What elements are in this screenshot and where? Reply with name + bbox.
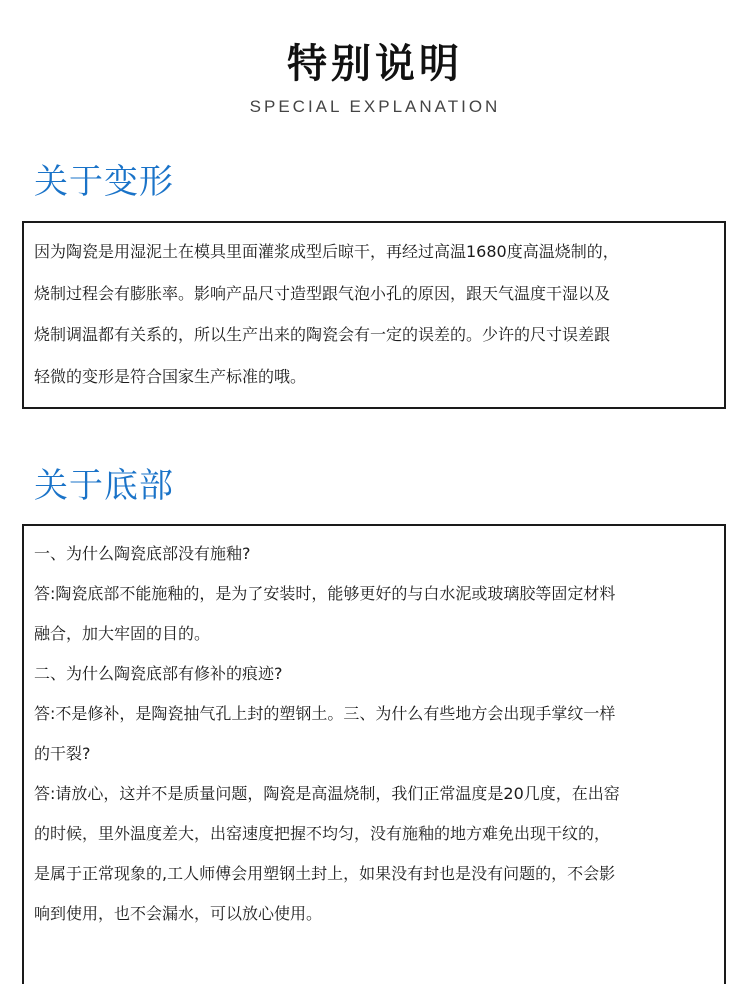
section-heading-bottom: 关于底部 [34, 466, 174, 506]
bottom-text-line: 一、为什么陶瓷底部没有施釉? [34, 544, 251, 563]
deformation-text-box [22, 221, 726, 409]
deformation-text-line: 烧制过程会有膨胀率。影响产品尺寸造型跟气泡小孔的原因，跟天气温度干湿以及 [34, 283, 611, 303]
bottom-text-line: 的时候，里外温度差大，出窑速度把握不均匀，没有施釉的地方难免出现干纹的， [34, 824, 611, 843]
bottom-text-line: 融合，加大牢固的目的。 [34, 624, 211, 643]
section-heading-deformation: 关于变形 [34, 162, 174, 202]
bottom-text-box [22, 524, 726, 984]
deformation-text-line: 烧制调温都有关系的，所以生产出来的陶瓷会有一定的误差的。少许的尺寸误差跟 [34, 325, 611, 344]
bottom-text-line: 响到使用，也不会漏水，可以放心使用。 [34, 904, 323, 923]
page-title: 特别说明 [287, 41, 463, 87]
deformation-text-line: 轻微的变形是符合国家生产标准的哦。 [34, 366, 307, 386]
bottom-text-line: 二、为什么陶瓷底部有修补的痕迹? [34, 664, 283, 683]
deformation-text-line: 因为陶瓷是用湿泥土在模具里面灌浆成型后晾干，再经过高温1680度高温烧制的， [34, 242, 619, 261]
page-subtitle: SPECIAL EXPLANATION [249, 97, 501, 116]
bottom-text-line: 的干裂? [34, 744, 91, 763]
bottom-text-line: 是属于正常现象的,工人师傅会用塑钢土封上，如果没有封也是没有问题的，不会影 [34, 864, 616, 883]
bottom-text-line: 答:不是修补，是陶瓷抽气孔上封的塑钢土。三、为什么有些地方会出现手掌纹一样 [34, 704, 616, 723]
bottom-text-line: 答:陶瓷底部不能施釉的，是为了安装时，能够更好的与白水泥或玻璃胶等固定材料 [34, 584, 616, 603]
bottom-text-line: 答:请放心，这并不是质量问题，陶瓷是高温烧制，我们正常温度是20几度，在出窑 [34, 784, 620, 803]
